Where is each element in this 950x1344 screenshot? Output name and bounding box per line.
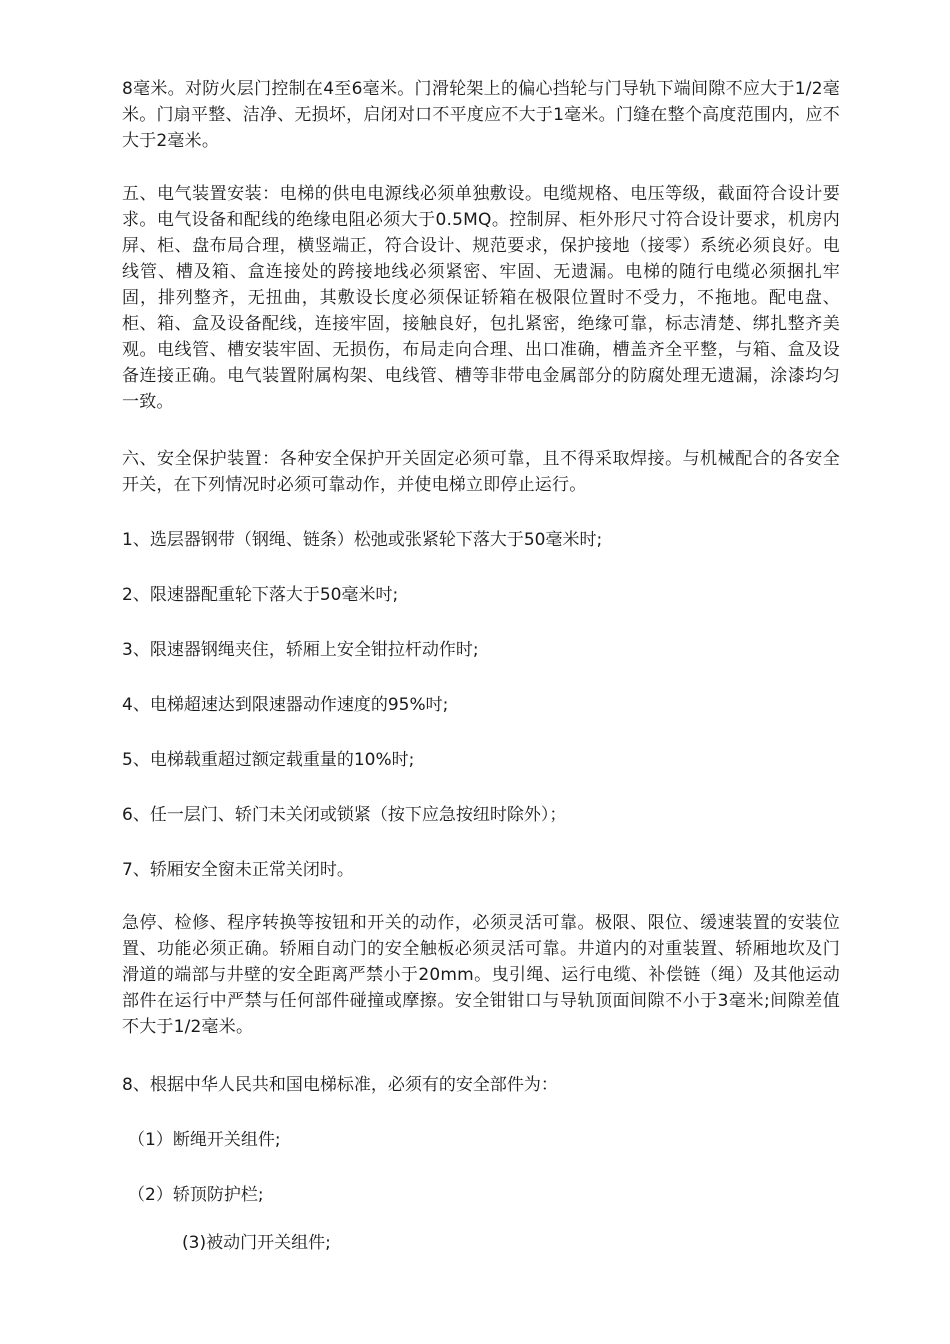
list-item-4: 4、电梯超速达到限速器动作速度的95%吋; — [122, 695, 449, 715]
sub-item-1: （1）断绳开关组件; — [128, 1130, 281, 1150]
list-item-1: 1、选层器钢带（钢绳、链条）松弛或张紧轮下落大于50毫米时; — [122, 530, 603, 550]
paragraph-door-tolerances: 8毫米。对防火层门控制在4至6毫米。门滑轮架上的偏心挡轮与门导轨下端间隙不应大于1/2毫米。门扇平整、洁净、无损坏，启闭对口不平度应不大于1毫米。门缝在整个高度范围内，应不大于2毫米。 — [122, 79, 840, 151]
list-item-7: 7、轿厢安全窗未正常关闭时。 — [122, 860, 354, 880]
list-item-5: 5、电梯载重超过额定载重量的10%时; — [122, 750, 415, 770]
paragraph-electrical-installation: 五、电气装置安装：电梯的供电电源线必须单独敷设。电缆规格、电压等级，截面符合设计要求。电气设备和配线的绝缘电阻必须大于0.5MQ。控制屏、柜外形尺寸符合设计要求，机房内屏、柜、盘布局合理，横竖端正，符合设计、规范要求，保护接地（接零）系统必须良好。电线管、槽及箱、盒连接处的跨接地线必须紧密、牢固、无遗漏。电梯的随行电缆必须捆扎牢固，排列整齐，无扭曲，其敷设长度必须保证轿箱在极限位置时不受力，不拖地。配电盘、柜、箱、盒及设备配线，连接牢固，接触良好，包扎紧密，绝缘可靠，标志清楚、绑扎整齐美观。电线管、槽安装牢固、无损伤，布局走向合理、出口准确，槽盖齐全平整，与箱、盒及设备连接正确。电气装置附属构架、电线管、槽等非带电金属部分的防腐处理无遗漏，涂漆均匀一致。 — [122, 184, 840, 412]
paragraph-safety-devices: 六、安全保护装置：各种安全保护开关固定必须可靠，且不得采取焊接。与机械配合的各安全开关，在下列情况时必须可靠动作，并使电梯立即停止运行。 — [122, 449, 840, 495]
list-item-8: 8、根据中华人民共和国电梯标准，必须有的安全部件为： — [122, 1075, 558, 1095]
sub-item-2: （2）轿顶防护栏; — [128, 1185, 264, 1205]
paragraph-buttons-switches: 急停、检修、程序转换等按钮和开关的动作，必须灵活可靠。极限、限位、缓速装置的安装位置、功能必须正确。轿厢自动门的安全触板必须灵活可靠。井道内的对重装置、轿厢地坎及门滑道的端部与井壁的安全距离严禁小于20mm。曳引绳、运行电缆、补偿链（绳）及其他运动部件在运行中严禁与任何部件碰撞或摩擦。安全钳钳口与导轨顶面间隙不小于3毫米;间隙差值不大于1/2毫米。 — [122, 913, 840, 1037]
sub-item-3: (3)被动门开关组件; — [182, 1233, 331, 1253]
list-item-6: 6、任一层门、轿门未关闭或锁紧（按下应急按纽时除外）； — [122, 805, 567, 825]
list-item-3: 3、限速器钢绳夹住，轿厢上安全钳拉杆动作时; — [122, 640, 479, 660]
list-item-2: 2、限速器配重轮下落大于50毫米吋; — [122, 585, 399, 605]
